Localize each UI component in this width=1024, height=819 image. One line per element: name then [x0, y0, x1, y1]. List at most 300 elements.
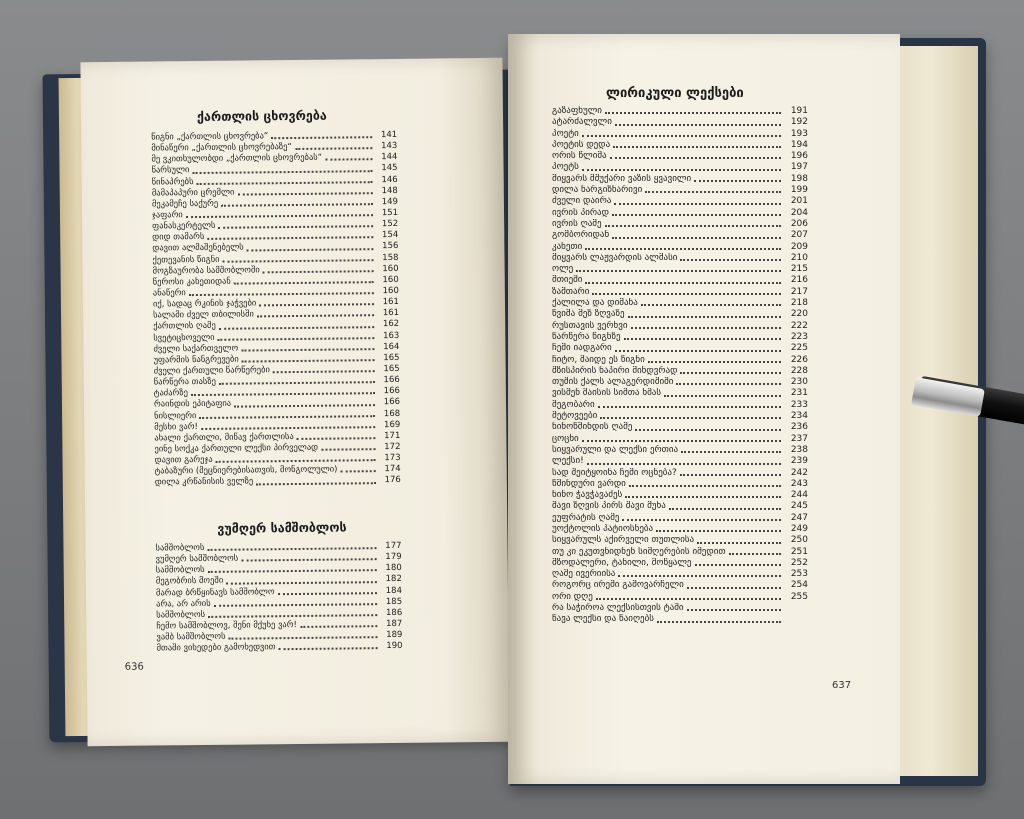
toc-entry [552, 321, 808, 332]
toc-entry-page: 165 [383, 363, 400, 375]
toc-entry-title: სამშობლოს [156, 609, 206, 621]
toc-entry [157, 641, 403, 655]
toc-entry-page: 254 [790, 580, 808, 591]
toc-dot-leader [625, 496, 781, 498]
toc-dot-leader [645, 191, 781, 193]
toc-list-right [552, 106, 808, 626]
toc-entry [552, 592, 808, 603]
toc-entry-title: მოგზაურობა სამშობლოში [152, 265, 260, 277]
right-page [508, 34, 900, 784]
toc-dot-leader [596, 598, 781, 600]
toc-entry-page: 182 [385, 574, 402, 585]
toc-entry-page: 160 [382, 285, 399, 297]
toc-entry-page: 184 [385, 585, 403, 596]
toc-dot-leader [681, 451, 781, 453]
toc-entry [552, 434, 808, 445]
toc-entry-page: 198 [790, 173, 808, 184]
toc-dot-leader [615, 350, 781, 352]
toc-dot-leader [615, 124, 781, 126]
toc-dot-leader [624, 338, 781, 340]
toc-entry-page: 251 [790, 546, 808, 557]
toc-entry-title: მარად ბრწყინავს სამშობლო [155, 586, 275, 599]
toc-entry-title: სად შეიტყოინა ჩემი ოცნება? [552, 467, 677, 478]
toc-entry-page: 177 [385, 540, 402, 552]
toc-entry-page: 244 [790, 490, 808, 501]
toc-entry-page: 179 [385, 552, 402, 563]
toc-dot-leader [300, 625, 377, 628]
toc-entry-title: ფანასკერტელს [152, 220, 216, 232]
toc-dot-leader [221, 203, 373, 207]
toc-dot-leader [641, 304, 781, 306]
toc-dot-leader [629, 485, 781, 487]
toc-entry-page: 149 [381, 196, 398, 207]
toc-dot-leader [242, 359, 375, 362]
toc-entry [552, 242, 808, 253]
toc-dot-leader [605, 225, 781, 227]
toc-entry-title: სიყვარული და ლექსი ერთია [552, 444, 679, 455]
toc-dot-leader [216, 459, 376, 463]
toc-entry-page: 210 [790, 252, 808, 263]
toc-dot-leader [207, 547, 376, 551]
toc-entry-title: ოლე [552, 264, 574, 275]
toc-entry-page: 243 [790, 478, 808, 489]
toc-entry [552, 343, 808, 354]
toc-entry-page: 162 [382, 319, 400, 330]
toc-entry-page: 222 [790, 320, 808, 331]
toc-dot-leader [695, 564, 782, 566]
toc-dot-leader [247, 248, 374, 251]
toc-entry [552, 468, 808, 479]
toc-entry-title: როგორც ირემი გამოვარჩელი [552, 580, 684, 591]
toc-entry-title: უფარმის ნანგრევები [153, 354, 239, 366]
toc-entry-page: 146 [381, 174, 398, 185]
toc-dot-leader [585, 282, 781, 284]
toc-entry-title: პოეტს [552, 162, 579, 173]
toc-entry-page: 166 [383, 397, 401, 408]
toc-entry-page: 199 [790, 185, 808, 196]
toc-entry-title: მთიეში [552, 275, 583, 286]
toc-dot-leader [199, 415, 375, 419]
toc-entry [552, 196, 808, 207]
toc-entry-page: 250 [790, 535, 808, 546]
toc-entry-title: პოეტი [552, 128, 579, 139]
toc-entry-title: ეინე სოქკა ქართული ლექსი პირველად [154, 442, 319, 455]
toc-dot-leader [219, 381, 375, 385]
page-number-right: 637 [832, 680, 852, 691]
toc-entry-page: 152 [381, 219, 399, 230]
toc-entry [552, 388, 808, 399]
toc-entry-title: სიყვარულს აქირველი თუთლისა [552, 535, 695, 546]
toc-entry [552, 535, 808, 546]
toc-entry-page: 154 [381, 230, 399, 241]
toc-entry [552, 287, 808, 298]
toc-dot-leader [687, 587, 781, 589]
toc-entry-page: 230 [790, 377, 808, 388]
toc-entry-page: 180 [385, 563, 402, 574]
toc-entry [552, 230, 808, 241]
toc-entry-title: სამშობლოს [155, 542, 205, 554]
toc-entry-title: რა საჭიროა ლექსისთვის ტაში [552, 603, 684, 614]
toc-entry-page: 191 [790, 106, 808, 116]
page-number-left: 636 [124, 661, 144, 673]
toc-entry [552, 603, 808, 614]
toc-dot-leader [669, 508, 781, 510]
toc-entry-page: 226 [790, 354, 808, 365]
toc-entry [552, 129, 808, 140]
toc-entry [552, 614, 808, 625]
toc-entry-page: 143 [381, 141, 398, 152]
toc-entry-title: თუშის ქალს ალაგერდიშიში [552, 377, 674, 388]
toc-dot-leader [664, 395, 781, 397]
toc-entry [552, 547, 808, 558]
toc-entry-title: კახეთი [552, 241, 583, 252]
toc-list-section-2 [155, 541, 402, 655]
toc-entry-page: 193 [790, 128, 808, 139]
toc-entry [552, 366, 808, 377]
toc-entry-page: 253 [790, 569, 808, 580]
toc-dot-leader [321, 448, 375, 451]
toc-entry-page: 197 [790, 162, 808, 173]
left-page [80, 58, 509, 746]
toc-dot-leader [729, 553, 781, 555]
toc-entry-title: შზისპირის ნაპირი მინდვრად [552, 365, 678, 376]
toc-dot-leader [585, 248, 781, 250]
toc-dot-leader [192, 170, 372, 174]
toc-dot-leader [241, 558, 376, 561]
toc-entry-page: 237 [790, 433, 808, 444]
toc-entry [552, 400, 808, 411]
toc-dot-leader [271, 136, 372, 139]
toc-entry-page: 158 [382, 252, 399, 263]
toc-entry-title: რაინდის ეპიტაფია [153, 399, 232, 410]
toc-entry-page: 242 [790, 467, 808, 478]
toc-entry-page: 239 [790, 456, 808, 467]
toc-entry-title: ვამბ სამშობლოს [156, 631, 226, 643]
toc-dot-leader [612, 214, 781, 216]
toc-dot-leader [189, 292, 374, 296]
toc-dot-leader [229, 636, 378, 640]
toc-entry-page: 209 [790, 241, 808, 252]
toc-dot-leader [259, 303, 374, 306]
toc-entry-page: 148 [381, 185, 398, 196]
toc-entry-title: ივრის ღამე [552, 218, 602, 229]
toc-entry-title: ტაბაზური (მეცნიერებისათვის, მონგოლული) [154, 464, 338, 477]
toc-entry-title: ჩემო სამშობლოვ, შენი მქუხე ვარ! [156, 619, 297, 632]
toc-dot-leader [676, 383, 781, 385]
toc-entry-title: შავი ზღვის პირს შავი მუხა [552, 501, 666, 512]
toc-entry-page: 156 [382, 241, 399, 252]
toc-entry-title: ცოცხი [552, 433, 579, 444]
toc-entry-page: 172 [384, 441, 401, 452]
toc-entry-page: 169 [383, 419, 401, 430]
toc-dot-leader [680, 474, 781, 476]
toc-entry-title: დილა კრწანისის ველზე [154, 476, 254, 488]
toc-entry-title: დავით ალმაშენებელს [152, 242, 244, 254]
toc-entry-page: 185 [385, 596, 403, 607]
toc-entry [552, 445, 808, 456]
toc-entry-title: ვუმღერ სამშობლოს [155, 553, 239, 565]
toc-entry-page: 236 [790, 422, 808, 433]
toc-dot-leader [635, 429, 781, 431]
toc-dot-leader [219, 326, 374, 330]
toc-dot-leader [263, 270, 374, 273]
toc-dot-leader [186, 214, 373, 218]
toc-entry-title: ჯაფარი [151, 210, 183, 221]
toc-entry [552, 456, 808, 467]
toc-entry-title: წვიმა მეზ ზღვაზე [552, 309, 625, 320]
toc-entry [552, 298, 808, 309]
toc-entry-page: 192 [790, 117, 808, 128]
toc-dot-leader [325, 159, 372, 161]
toc-dot-leader [680, 259, 781, 261]
toc-dot-leader [697, 542, 781, 544]
toc-entry-page: 223 [790, 331, 808, 342]
toc-entry [155, 475, 401, 489]
toc-entry-title: წეროსი კახეთიდან [152, 276, 231, 288]
toc-entry-page: 187 [386, 618, 403, 630]
toc-entry-page: 161 [382, 297, 400, 308]
toc-entry-title: ტაძარზე [153, 388, 188, 399]
toc-dot-leader [687, 609, 781, 611]
toc-entry-title: პოეტის დედა [552, 139, 611, 150]
toc-entry-page: 206 [790, 218, 808, 229]
toc-dot-leader [207, 237, 373, 241]
toc-entry-page: 189 [386, 630, 403, 641]
toc-entry-page: 196 [790, 151, 808, 162]
toc-entry [552, 253, 808, 264]
toc-entry-page: 186 [385, 607, 403, 618]
toc-entry-page: 204 [790, 207, 808, 218]
toc-entry-title: ზამთარი [552, 286, 590, 297]
toc-entry [552, 411, 808, 422]
toc-dot-leader [648, 361, 781, 363]
toc-entry-page: 144 [381, 152, 398, 163]
toc-dot-leader [605, 112, 781, 114]
toc-entry-page: 163 [383, 330, 400, 341]
toc-entry-title: მე ვკითხულობდი „ქართლის ცხოვრებას“ [151, 152, 323, 165]
toc-entry-title: გომბორიდან [552, 230, 610, 241]
toc-entry [552, 524, 808, 535]
toc-dot-leader [208, 570, 377, 574]
toc-dot-leader [256, 482, 376, 485]
toc-entry-title: ძველი საქართველო [153, 343, 239, 355]
toc-dot-leader [598, 406, 781, 408]
toc-dot-leader [600, 417, 781, 419]
toc-entry-title: სალამი ძველ თბილისში [153, 309, 254, 321]
toc-entry-title: მიყვარს ლაჟვარდის ალმასი [552, 252, 678, 263]
toc-entry-title: სვეტიცხოველი [153, 332, 215, 343]
toc-dot-leader [614, 203, 781, 205]
toc-dot-leader [234, 404, 375, 407]
toc-entry-title: არა, არ არის [156, 598, 211, 610]
toc-entry-page: 215 [790, 264, 808, 275]
toc-dot-leader [234, 281, 374, 284]
toc-entry-title: იქ, სადაც რკინის ჯაჭვები [152, 298, 257, 310]
toc-dot-leader [257, 315, 374, 318]
toc-entry-title: ძველი დაირა [552, 196, 612, 207]
section-title-liriskuli-leksebi: ლირიკული ლექსები [606, 86, 744, 101]
toc-dot-leader [631, 327, 781, 329]
toc-dot-leader [218, 225, 373, 229]
toc-entry [552, 219, 808, 230]
toc-entry [552, 479, 808, 490]
toc-dot-leader [279, 648, 378, 651]
toc-dot-leader [237, 192, 372, 195]
toc-entry-title: გაზაფხული [552, 106, 602, 116]
toc-entry-title: ნინო ჭავჭავაძეს [552, 490, 623, 501]
section-title-kartlis-tskhovreba: ქართლის ცხოვრება [196, 107, 327, 125]
toc-entry-title: ვისმენ მაისის სიმთა ხმას [552, 388, 662, 399]
toc-entry-title: მესხი ვარ! [154, 421, 198, 433]
toc-entry-title: ნინოწმინდის ღამე [552, 422, 633, 433]
toc-entry-page: 160 [382, 263, 399, 274]
section-title-vumgher-samshoblos: ვუმღერ სამშობლოს [217, 519, 347, 536]
toc-dot-leader [622, 519, 781, 521]
toc-entry-title: წინაპრებს [151, 176, 194, 188]
toc-dot-leader [218, 337, 375, 341]
toc-dot-leader [582, 135, 781, 137]
toc-entry [552, 185, 808, 196]
toc-entry [552, 174, 808, 185]
toc-dot-leader [340, 471, 375, 473]
toc-entry-title: დილა ნარგიზნარივი [552, 185, 643, 196]
toc-entry [552, 106, 808, 117]
toc-dot-leader [226, 581, 377, 585]
toc-dot-leader [592, 293, 781, 295]
toc-entry-page: 190 [386, 641, 403, 652]
toc-dot-leader [587, 463, 781, 465]
toc-entry-title: ორის წლიმა [552, 151, 607, 162]
toc-entry-page: 165 [383, 352, 400, 363]
toc-entry [552, 558, 808, 569]
toc-entry-page: 252 [790, 557, 808, 568]
toc-entry-title: მეტოვეები [552, 411, 598, 422]
toc-entry-title: თუ კი ეკუთვნიდნენ სიმღერების იმედით [552, 546, 726, 557]
toc-entry [552, 355, 808, 366]
toc-entry [552, 332, 808, 343]
toc-entry [552, 501, 808, 512]
toc-entry-title: ჩიტო, შაიდე ეს წიგნი [552, 354, 645, 365]
toc-entry-title: რუსთავის ვერხვი [552, 320, 628, 331]
toc-dot-leader [241, 348, 374, 351]
toc-dot-leader [628, 316, 781, 318]
toc-dot-leader [191, 393, 375, 397]
toc-entry-title: სამშობლოს [155, 565, 205, 576]
toc-entry-page: 207 [790, 230, 808, 241]
toc-dot-leader [201, 426, 375, 430]
toc-entry-title: ქართლის ღამე [153, 321, 216, 332]
toc-entry-title: მინაწერი „ქართლის ცხოვრებაზე“ [151, 142, 292, 154]
toc-dot-leader [273, 370, 375, 373]
toc-entry-page: 166 [383, 374, 400, 386]
toc-entry [552, 377, 808, 388]
toc-entry-title: დიდ თამარს [152, 232, 205, 243]
toc-entry-title: ანაწერი [152, 288, 186, 299]
toc-entry-title: ქეთევანის წიგნი [152, 254, 220, 266]
toc-entry [552, 162, 808, 173]
toc-entry-title: ჩემი იადგარი [552, 343, 612, 354]
toc-entry-title: მზოდალერი, ტანილი, მოწყალე [552, 557, 692, 568]
toc-entry-title: ატარძალვლი [552, 117, 612, 128]
toc-entry-page: 164 [383, 341, 400, 352]
toc-entry-page: 255 [790, 591, 808, 602]
toc-entry-page: 173 [384, 452, 401, 464]
toc-entry-page: 141 [380, 129, 398, 141]
toc-entry-page: 231 [790, 388, 808, 399]
toc-dot-leader [297, 437, 376, 440]
toc-entry-title: ძველი ქართული წარწერები [153, 365, 270, 377]
toc-dot-leader [613, 146, 781, 148]
toc-dot-leader [582, 440, 781, 442]
toc-dot-leader [694, 180, 781, 182]
toc-dot-leader [208, 614, 377, 618]
toc-entry-page: 176 [384, 475, 401, 486]
toc-entry-title: წავა ლექსი და წაიღებს [552, 614, 654, 625]
toc-entry-page: 233 [790, 399, 808, 410]
toc-entry [552, 117, 808, 128]
toc-entry [552, 264, 808, 275]
toc-dot-leader [618, 575, 781, 577]
toc-dot-leader [582, 169, 781, 171]
toc-dot-leader [610, 157, 781, 159]
toc-entry-title: მეგობარი [552, 399, 595, 410]
toc-entry-title: წმინდური ვარდი [552, 478, 626, 489]
toc-entry-page: 218 [790, 298, 808, 309]
toc-entry-title: მთაში ვიხედები გამოხედვით [156, 642, 276, 654]
toc-entry-page: 166 [383, 386, 400, 397]
toc-entry-page: 245 [790, 501, 808, 512]
toc-entry [552, 208, 808, 219]
toc-entry [552, 569, 808, 580]
toc-entry-title: ახალი ქართლი, მიწავ ქართლისა [154, 431, 294, 444]
toc-dot-leader [196, 181, 372, 185]
toc-dot-leader [680, 372, 781, 374]
toc-entry-page: 238 [790, 444, 808, 455]
toc-entry-page: 216 [790, 275, 808, 286]
toc-entry-title: წარსული [151, 165, 190, 176]
toc-entry-page: 168 [383, 408, 401, 419]
toc-dot-leader [223, 259, 374, 263]
toc-entry-page: 225 [790, 343, 808, 354]
toc-entry [552, 275, 808, 286]
toc-dot-leader [657, 621, 781, 623]
toc-entry-title: ნისლიერი [154, 410, 197, 421]
toc-entry [552, 309, 808, 320]
toc-entry [552, 422, 808, 433]
toc-entry-title: წიგნი „ქართლის ცხოვრება“ [151, 131, 269, 143]
toc-entry-title: მიყვარს მშუქარი ვაზის ყვავილი [552, 173, 692, 184]
toc-entry-page: 145 [381, 163, 398, 174]
toc-entry-page: 161 [382, 308, 400, 319]
toc-dot-leader [656, 530, 781, 532]
toc-entry-page: 174 [384, 464, 401, 475]
toc-entry-title: მეკამეჩე საქურე [151, 198, 219, 210]
toc-dot-leader [295, 147, 372, 150]
toc-dot-leader [214, 603, 377, 607]
toc-entry-page: 220 [790, 309, 808, 320]
toc-entry-page: 171 [384, 430, 401, 441]
toc-entry [552, 140, 808, 151]
toc-entry-title: ღამე ივერიისა [552, 569, 616, 580]
toc-entry-title: მამაპაპური ცრემლი [151, 187, 235, 199]
toc-entry-page: 151 [381, 207, 399, 219]
toc-entry-title: მეგობრის მოეში [155, 576, 224, 587]
toc-entry [552, 513, 808, 524]
toc-entry [552, 151, 808, 162]
toc-entry [552, 580, 808, 591]
toc-entry [552, 490, 808, 501]
toc-entry-title: წარწერა თასზე [153, 376, 216, 388]
